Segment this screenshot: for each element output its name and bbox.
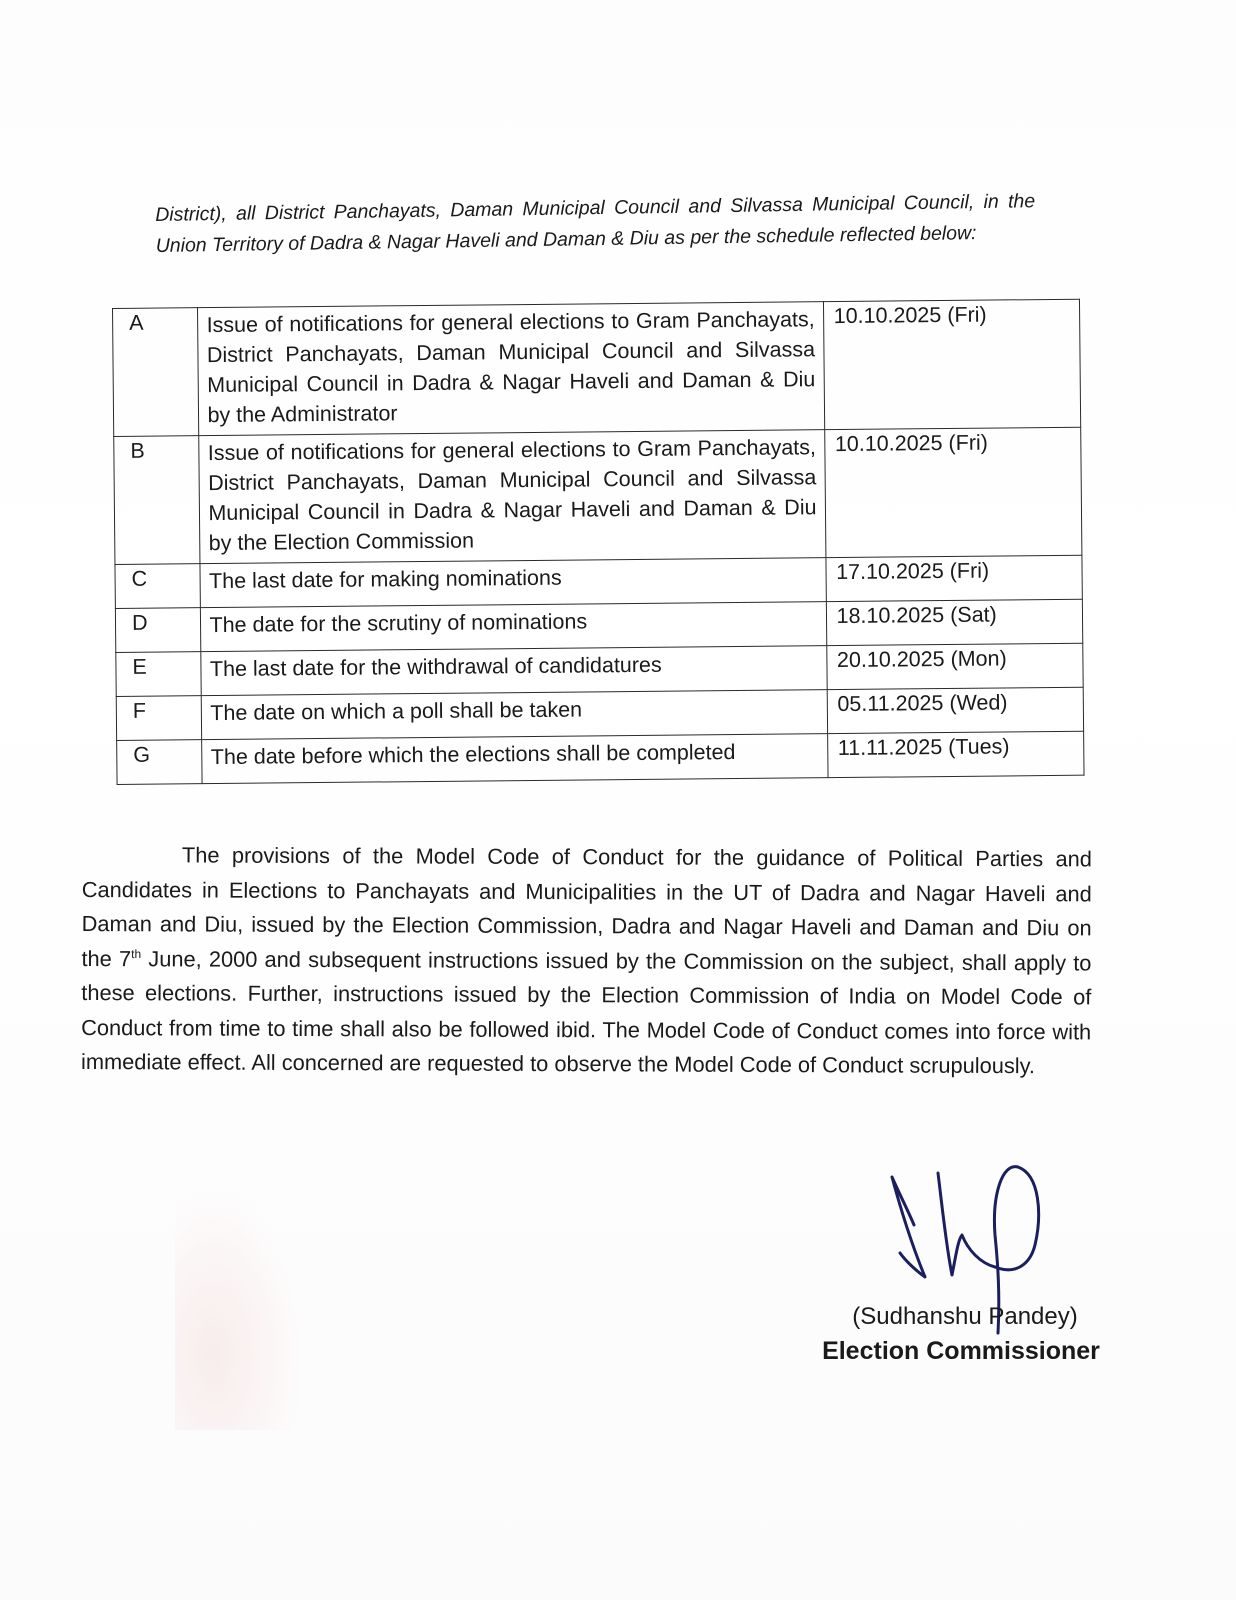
row-date: 05.11.2025 (Wed) — [827, 687, 1084, 733]
table-row — [114, 427, 1082, 564]
signature-stroke — [892, 1177, 925, 1277]
paragraph-text — [81, 838, 1092, 1084]
row-label: D — [115, 608, 201, 653]
intro-text: District), all District Panchayats, Daman Municipal Council and Silvassa Municipal Council, in the Union Territory of Dadra & Nagar Haveli and Daman & Diu as per the schedule reflected below: — [155, 190, 1036, 257]
row-date: 18.10.2025 (Sat) — [826, 599, 1083, 645]
model-code-paragraph — [81, 838, 1092, 1084]
row-description: The last date for the withdrawal of candidatures — [201, 646, 826, 696]
paper-stain — [175, 1180, 305, 1430]
row-description: Issue of notifications for general elections to Gram Panchayats, District Panchayats, Daman Municipal Council and Silvassa Municipal Council in Dadra & Nagar Haveli and Daman & Diu by the Election Commission — [199, 430, 825, 564]
intro-text-block — [155, 186, 1036, 262]
signatory-name: (Sudhanshu Pandey) — [852, 1303, 1078, 1330]
paragraph-text-part-2: June, 2000 and subsequent instructions issued by the Commission on the subject, shall apply to these elections. Further, instructions issued by the Election Commission of India on Model Code of Conduct from time to time shall also be followed ibid. The Model Code of Conduct comes into force with immediate effect. All concerned are requested to observe the Model Code of Conduct scrupulously. — [80, 945, 1092, 1079]
table-row — [113, 299, 1081, 436]
table-row — [117, 731, 1084, 784]
row-label: F — [116, 696, 202, 741]
row-description: The date on which a poll shall be taken — [202, 690, 827, 740]
row-date: 10.10.2025 (Fri) — [823, 299, 1081, 429]
row-label: G — [117, 740, 203, 785]
row-description: The date for the scrutiny of nominations — [201, 602, 826, 652]
row-label: C — [115, 564, 201, 609]
ordinal-suffix: th — [131, 946, 142, 961]
row-label: E — [116, 652, 202, 697]
row-description: Issue of notifications for general elections to Gram Panchayats, District Panchayats, Daman Municipal Council and Silvassa Municipal Council in Dadra & Nagar Haveli and Daman & Diu by the Administrator — [198, 302, 824, 436]
election-schedule-table — [112, 299, 1085, 785]
row-date: 17.10.2025 (Fri) — [825, 555, 1082, 601]
row-date: 10.10.2025 (Fri) — [824, 427, 1082, 557]
row-description: The date before which the elections shall be completed — [202, 734, 827, 784]
row-label: B — [114, 436, 201, 565]
paragraph-text-part-1: The provisions of the Model Code of Conduct for the guidance of Political Parties and Candidates in Elections to Panchayats and Municipalities in the UT of Dadra and Nagar Haveli and Daman and Diu, issued by the Election Commission, Dadra and Nagar Haveli and Daman and Diu on the 7 — [81, 842, 1092, 971]
signature-stroke — [938, 1173, 995, 1275]
row-description: The last date for making nominations — [200, 558, 825, 608]
row-label: A — [113, 308, 200, 437]
row-date: 11.11.2025 (Tues) — [827, 731, 1084, 777]
row-date: 20.10.2025 (Mon) — [826, 643, 1083, 689]
signatory-title: Election Commissioner — [822, 1337, 1100, 1365]
